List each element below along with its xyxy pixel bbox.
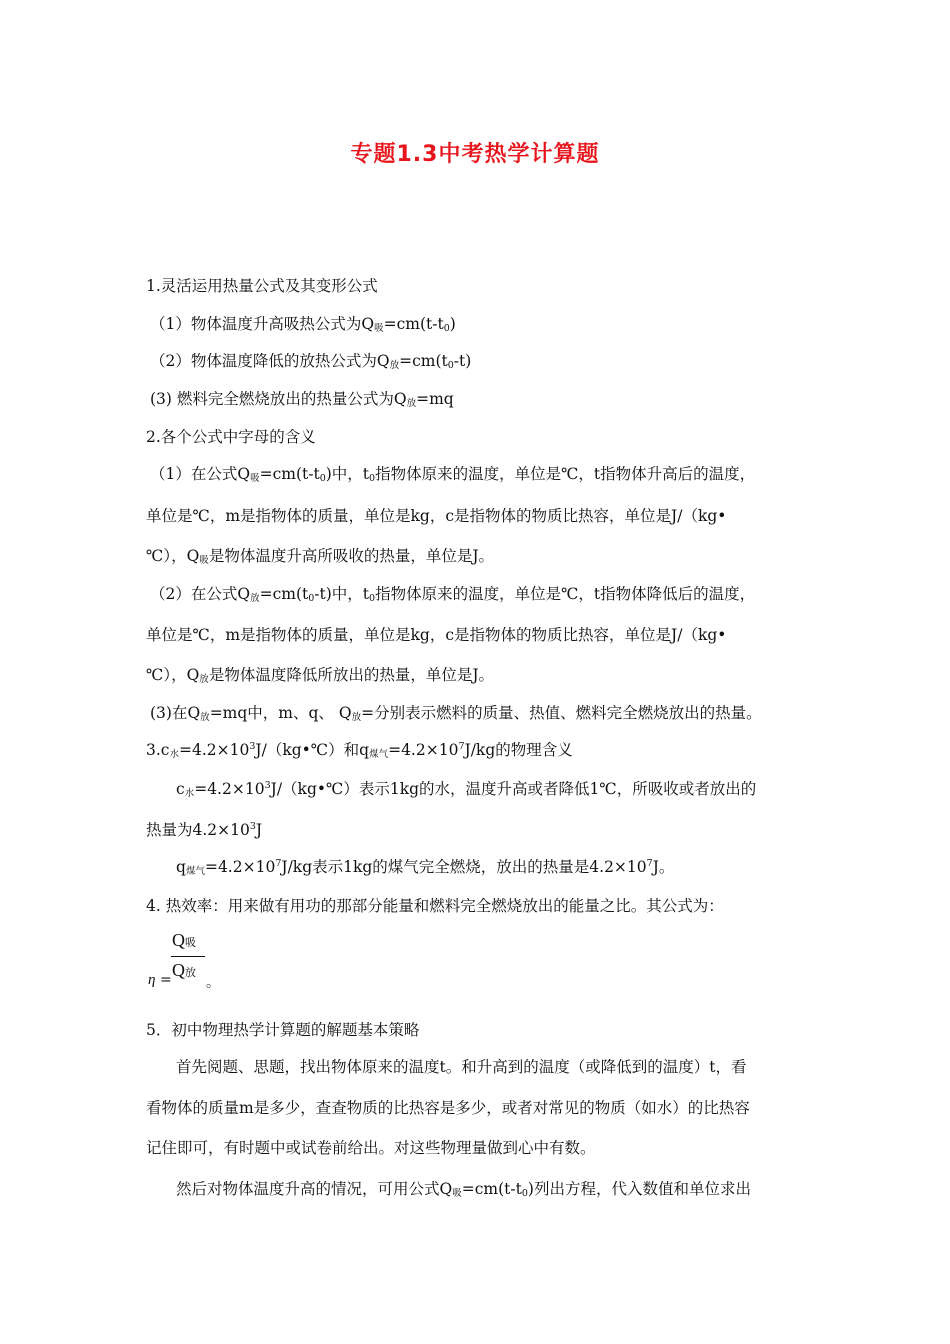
- paragraph-line: [146, 1138, 596, 1158]
- formula-line-fuel-heat: [150, 389, 454, 409]
- efficiency-formula: [146, 928, 236, 994]
- formula-line-heat-absorbed: [150, 314, 456, 334]
- equals-sign: =: [160, 972, 172, 988]
- text-run: 3.c: [146, 741, 170, 759]
- text-run: )中，t: [325, 465, 370, 483]
- superscript: 7: [275, 858, 282, 869]
- paragraph-line: [146, 820, 262, 840]
- text-run: （1）在公式Q: [150, 465, 251, 483]
- subscript: 0: [369, 473, 376, 484]
- paragraph-line: [146, 665, 494, 685]
- text-run: =4.2×10: [204, 858, 276, 876]
- text-run: c: [176, 780, 185, 798]
- formula-numerator: [172, 930, 196, 951]
- denominator-symbol: Q: [172, 960, 185, 980]
- text-run: （2）在公式Q: [150, 585, 251, 603]
- text-run: =cm(t: [259, 585, 309, 603]
- denominator-subscript: 放: [185, 967, 196, 979]
- paragraph-line: [146, 506, 726, 526]
- text-run: )列出方程，代入数值和单位求出: [527, 1180, 751, 1198]
- section-4-heading: [146, 896, 724, 916]
- subscript: 放: [389, 360, 400, 371]
- subscript: 吸: [452, 1188, 462, 1199]
- text-run: =mq: [416, 390, 454, 408]
- subscript: 水: [169, 749, 179, 760]
- text-run: =cm(t: [399, 352, 448, 370]
- section-2-heading: [146, 427, 316, 447]
- paragraph-line: [150, 703, 762, 723]
- text-run: =mq中，m、q、 Q: [209, 704, 352, 722]
- paragraph-line: [150, 584, 755, 604]
- text-run: 4. 热效率：用来做有用功的那部分能量和燃料完全燃烧放出的能量之比。其公式为：: [146, 897, 724, 915]
- text-run: =分别表示燃料的质量、热值、燃料完全燃烧放出的热量。: [361, 704, 762, 722]
- subscript: 0: [369, 593, 376, 604]
- text-run: 首先阅题、思题，找出物体原来的温度t。和升高到的温度（或降低到的温度）t，看: [176, 1058, 747, 1076]
- formula-denominator: [172, 960, 196, 981]
- text-run: -t): [453, 352, 472, 370]
- subscript: 放: [250, 593, 260, 604]
- text-run: =cm(t-t: [383, 315, 444, 333]
- text-run: =4.2×10: [388, 741, 459, 759]
- subscript: 放: [199, 674, 209, 685]
- subscript: 0: [308, 593, 315, 604]
- text-run: (3)在Q: [150, 704, 201, 722]
- superscript: 3: [249, 821, 256, 832]
- text-run: 热量为4.2×10: [146, 821, 250, 839]
- subscript: 0: [521, 1188, 528, 1199]
- paragraph-line: [146, 1098, 750, 1118]
- paragraph-line: [150, 464, 755, 484]
- text-run: =4.2×10: [194, 780, 265, 798]
- text-run: ℃），Q: [146, 547, 200, 565]
- formula-end-mark: 。: [206, 975, 220, 991]
- subscript: 煤气: [369, 749, 389, 760]
- paragraph-line: [146, 625, 726, 645]
- text-run: =4.2×10: [179, 741, 250, 759]
- numerator-subscript: 吸: [185, 937, 196, 949]
- subscript: 放: [200, 712, 210, 723]
- text-run: 单位是℃，m是指物体的质量，单位是kg，c是指物体的物质比热容，单位是J/（kg•: [146, 626, 727, 644]
- eta-symbol: η: [148, 972, 156, 988]
- subscript: 0: [319, 473, 326, 484]
- subscript: 0: [443, 323, 450, 334]
- text-run: -t)中，t: [314, 585, 370, 603]
- subscript: 吸: [250, 473, 260, 484]
- text-run: ℃），Q: [146, 666, 200, 684]
- text-run: 5．初中物理热学计算题的解题基本策略: [146, 1021, 420, 1039]
- text-run: (3) 燃料完全燃烧放出的热量公式为Q: [150, 390, 407, 408]
- text-run: 1.灵活运用热量公式及其变形公式: [146, 277, 378, 295]
- paragraph-line: [176, 779, 756, 799]
- text-run: J/（kg•℃）和q: [255, 741, 370, 759]
- subscript: 0: [447, 360, 454, 371]
- text-run: =cm(t-t: [259, 465, 320, 483]
- section-3-heading: [146, 740, 573, 760]
- subscript: 放: [406, 398, 417, 409]
- text-run: J/（kg•℃）表示1kg的水，温度升高或者降低1℃，所吸收或者放出的: [270, 780, 757, 798]
- text-run: 然后对物体温度升高的情况，可用公式Q: [176, 1180, 453, 1198]
- text-run: J/kg表示1kg的煤气完全燃烧，放出的热量是4.2×10: [281, 858, 647, 876]
- subscript: 放: [351, 712, 362, 723]
- subscript: 水: [184, 788, 195, 799]
- text-run: 是物体温度升高所吸收的热量，单位是J。: [208, 547, 495, 565]
- superscript: 7: [646, 858, 653, 869]
- paragraph-line: [176, 1057, 746, 1077]
- text-run: J。: [652, 858, 675, 876]
- text-run: （2）物体温度降低的放热公式为Q: [150, 352, 390, 370]
- formula-line-heat-released: [150, 351, 471, 371]
- subscript: 煤气: [185, 866, 205, 877]
- text-run: J: [255, 821, 263, 839]
- text-run: 记住即可，有时题中或试卷前给出。对这些物理量做到心中有数。: [146, 1139, 596, 1157]
- paragraph-line: [146, 546, 494, 566]
- text-run: =cm(t-t: [461, 1180, 522, 1198]
- text-run: q: [176, 858, 186, 876]
- text-run: 2.各个公式中字母的含义: [146, 428, 316, 446]
- superscript: 3: [249, 741, 256, 752]
- section-5-heading: [146, 1020, 419, 1040]
- superscript: 3: [264, 780, 271, 791]
- text-run: 看物体的质量m是多少，查查物质的比热容是多少，或者对常见的物质（如水）的比热容: [146, 1099, 750, 1117]
- superscript: 7: [458, 741, 465, 752]
- text-run: J/kg的物理含义: [464, 741, 573, 759]
- paragraph-line: [176, 1179, 751, 1199]
- text-run: 是物体温度降低所放出的热量，单位是J。: [208, 666, 495, 684]
- text-run: 单位是℃，m是指物体的质量，单位是kg，c是指物体的物质比热容，单位是J/（kg•: [146, 507, 727, 525]
- text-run: ): [449, 315, 456, 333]
- text-run: （1）物体温度升高吸热公式为Q: [150, 315, 375, 333]
- text-run: 指物体原来的温度，单位是℃，t指物体降低后的温度，: [375, 585, 756, 603]
- text-run: 指物体原来的温度，单位是℃，t指物体升高后的温度，: [375, 465, 756, 483]
- section-1-heading: [146, 276, 378, 296]
- numerator-symbol: Q: [172, 930, 185, 950]
- fraction-bar: [171, 956, 205, 957]
- subscript: 吸: [199, 555, 209, 566]
- page-title: 专题1.3中考热学计算题: [350, 142, 600, 167]
- paragraph-line: [176, 857, 674, 877]
- subscript: 吸: [374, 323, 384, 334]
